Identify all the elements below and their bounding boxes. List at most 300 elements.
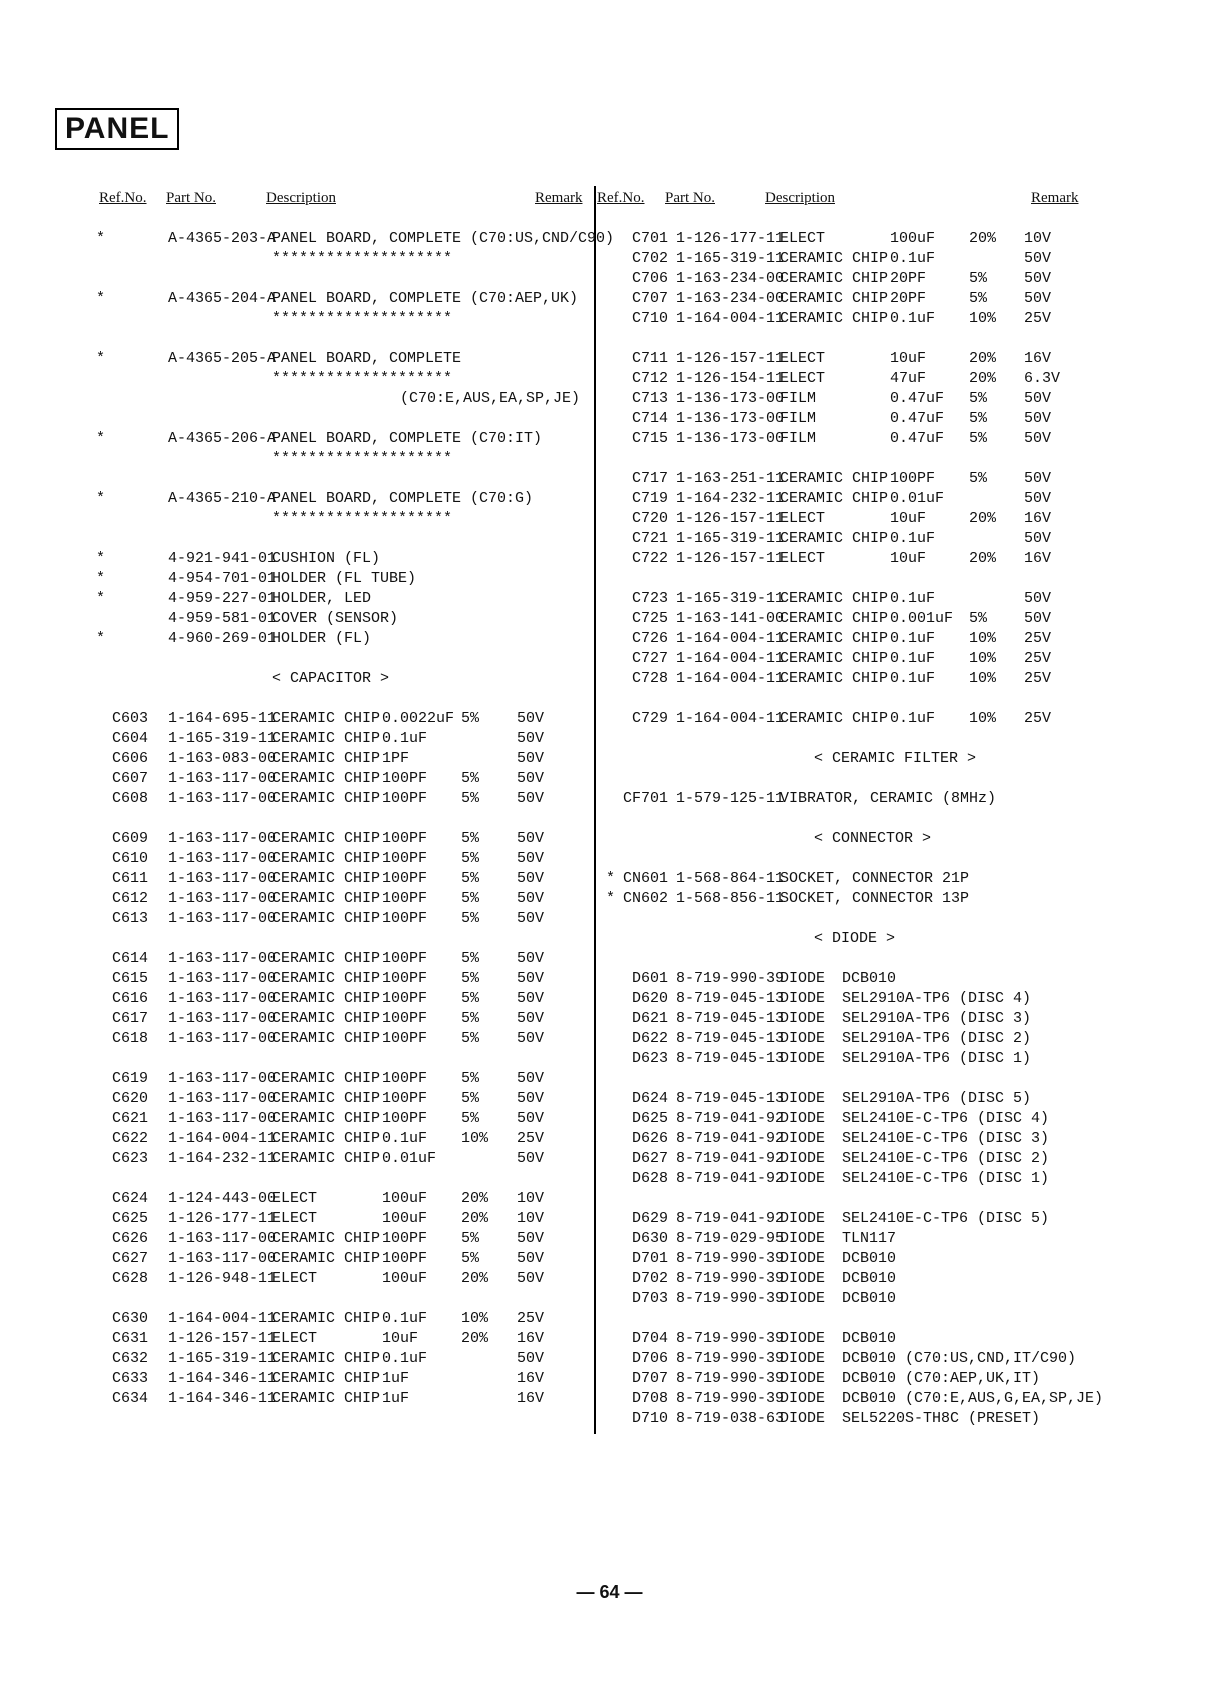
description: HOLDER (FL)	[272, 630, 372, 647]
tolerance: 5%	[969, 610, 988, 627]
description: CERAMIC CHIP	[272, 790, 381, 807]
value: 100PF	[382, 1250, 428, 1267]
ref-no: C725	[631, 610, 668, 627]
remark: 50V	[517, 990, 545, 1007]
part-no: 1-163-117-00	[168, 1250, 277, 1267]
value: 0.1uF	[382, 1350, 428, 1367]
category-text: < CONNECTOR >	[814, 830, 932, 847]
tolerance: 10%	[969, 650, 997, 667]
remark: 25V	[1024, 670, 1052, 687]
ref-no: C723	[631, 590, 668, 607]
remark: 16V	[517, 1330, 545, 1347]
value: 10uF	[890, 510, 927, 527]
description: CERAMIC CHIP	[272, 830, 381, 847]
part-no: 1-163-117-00	[168, 990, 277, 1007]
ref-no: C630	[111, 1310, 148, 1327]
part-no: 1-164-346-11	[168, 1390, 277, 1407]
description: CERAMIC CHIP	[272, 730, 381, 747]
diode-row	[604, 1369, 1104, 1389]
value: 1uF	[382, 1390, 410, 1407]
ref-no: D628	[631, 1170, 668, 1187]
asterisk-line	[96, 509, 590, 529]
ref-no: C615	[111, 970, 148, 987]
tolerance: 5%	[969, 470, 988, 487]
diode-type: SEL2410E-C-TP6 (DISC 3)	[842, 1130, 1050, 1147]
part-row	[96, 769, 590, 789]
description: HOLDER (FL TUBE)	[272, 570, 417, 587]
description: ELECT	[780, 350, 826, 367]
part-row	[604, 629, 1104, 649]
description: DIODE	[780, 1330, 826, 1347]
tolerance: 10%	[969, 670, 997, 687]
part-no: 8-719-990-39	[676, 1270, 785, 1287]
tolerance: 5%	[969, 390, 988, 407]
part-row	[604, 709, 1104, 729]
part-no: 1-163-117-00	[168, 1110, 277, 1127]
remark: 50V	[517, 710, 545, 727]
tolerance: 20%	[969, 550, 997, 567]
part-no: 1-164-004-11	[168, 1130, 277, 1147]
description: CERAMIC CHIP	[272, 1370, 381, 1387]
description: DIODE	[780, 1130, 826, 1147]
part-row	[96, 1069, 590, 1089]
part-no: 1-126-157-11	[168, 1330, 277, 1347]
left-parts-column	[96, 229, 615, 1409]
tolerance: 5%	[461, 870, 480, 887]
remark: 10V	[517, 1190, 545, 1207]
description: DIODE	[780, 1150, 826, 1167]
part-row	[604, 469, 1104, 489]
ref-no: D710	[631, 1410, 668, 1427]
tolerance: 20%	[969, 370, 997, 387]
ref-no: C729	[631, 710, 668, 727]
description: PANEL BOARD, COMPLETE (C70:IT)	[272, 430, 543, 447]
description: CERAMIC CHIP	[780, 650, 889, 667]
description: ELECT	[272, 1210, 318, 1227]
remark: 25V	[517, 1310, 545, 1327]
value: 1uF	[382, 1370, 410, 1387]
description: FILM	[780, 390, 817, 407]
ref-no: C628	[111, 1270, 148, 1287]
value: 1PF	[382, 750, 410, 767]
tolerance: 20%	[969, 350, 997, 367]
part-no: 1-163-117-00	[168, 1010, 277, 1027]
part-no: 8-719-041-92	[676, 1130, 785, 1147]
part-row	[96, 989, 590, 1009]
ref-no: D629	[631, 1210, 668, 1227]
category-heading	[604, 749, 1104, 769]
part-no: 8-719-029-95	[676, 1230, 785, 1247]
diode-row	[604, 1409, 1104, 1429]
ref-no: C624	[111, 1190, 148, 1207]
part-row	[604, 369, 1104, 389]
value: 0.47uF	[890, 390, 945, 407]
part-row	[604, 249, 1104, 269]
diode-row	[604, 1009, 1104, 1029]
remark: 50V	[1024, 290, 1052, 307]
part-row	[604, 789, 1104, 809]
tolerance: 10%	[969, 710, 997, 727]
part-row	[96, 1309, 590, 1329]
remark: 25V	[1024, 310, 1052, 327]
description: DIODE	[780, 990, 826, 1007]
ref-no: C728	[631, 670, 668, 687]
description: COVER (SENSOR)	[272, 610, 399, 627]
part-row	[96, 1089, 590, 1109]
part-row	[96, 1369, 590, 1389]
tolerance: 5%	[969, 270, 988, 287]
remark: 25V	[517, 1130, 545, 1147]
ref-no: C713	[631, 390, 668, 407]
ref-no: D623	[631, 1050, 668, 1067]
star-mark: *	[606, 870, 616, 887]
ref-no: C715	[631, 430, 668, 447]
diode-row	[604, 1209, 1104, 1229]
asterisk-line	[96, 309, 590, 329]
diode-type: DCB010	[842, 1330, 897, 1347]
ref-no: C719	[631, 490, 668, 507]
description: CERAMIC CHIP	[272, 710, 381, 727]
star-mark: *	[96, 430, 106, 447]
ref-no: C610	[111, 850, 148, 867]
part-no: 8-719-045-13	[676, 1090, 785, 1107]
part-no: 1-163-117-00	[168, 950, 277, 967]
tolerance: 5%	[461, 1030, 480, 1047]
part-row	[604, 529, 1104, 549]
part-no: A-4365-206-A	[168, 430, 277, 447]
ref-no: CN602	[622, 890, 668, 907]
part-no: 8-719-041-92	[676, 1150, 785, 1167]
description: CERAMIC CHIP	[780, 270, 889, 287]
diode-type: SEL5220S-TH8C (PRESET)	[842, 1410, 1041, 1427]
part-no: 1-163-251-11	[676, 470, 785, 487]
description: CERAMIC CHIP	[780, 310, 889, 327]
ref-no: C701	[631, 230, 668, 247]
row-spacer	[604, 1309, 1104, 1329]
part-row	[96, 789, 590, 809]
description: CERAMIC CHIP	[272, 1250, 381, 1267]
row-spacer	[604, 449, 1104, 469]
tolerance: 5%	[969, 290, 988, 307]
remark: 50V	[1024, 270, 1052, 287]
value: 0.1uF	[890, 590, 936, 607]
value: 47uF	[890, 370, 927, 387]
description: CERAMIC CHIP	[272, 1150, 381, 1167]
remark: 50V	[517, 850, 545, 867]
remark: 50V	[517, 1250, 545, 1267]
remark: 50V	[517, 950, 545, 967]
part-no: 1-165-319-11	[168, 730, 277, 747]
star-mark: *	[96, 590, 106, 607]
part-no: 1-136-173-00	[676, 430, 785, 447]
value: 0.01uF	[890, 490, 945, 507]
page-number: — 64 —	[576, 1582, 643, 1602]
description: CERAMIC CHIP	[780, 530, 889, 547]
remark: 16V	[1024, 510, 1052, 527]
value: 100PF	[382, 870, 428, 887]
star-mark: *	[96, 570, 106, 587]
star-mark: *	[606, 890, 616, 907]
tolerance: 5%	[461, 1230, 480, 1247]
value: 0.1uF	[890, 670, 936, 687]
value: 0.1uF	[890, 530, 936, 547]
part-no: 1-126-177-11	[676, 230, 785, 247]
part-no: 1-126-157-11	[676, 350, 785, 367]
description: FILM	[780, 410, 817, 427]
diode-row	[604, 1089, 1104, 1109]
diode-row	[604, 1329, 1104, 1349]
value: 0.47uF	[890, 430, 945, 447]
value: 0.1uF	[890, 650, 936, 667]
assembly-row	[96, 229, 615, 249]
description: DIODE	[780, 1210, 826, 1227]
description: PANEL BOARD, COMPLETE (C70:AEP,UK)	[272, 290, 579, 307]
tolerance: 10%	[461, 1130, 489, 1147]
tolerance: 5%	[461, 1110, 480, 1127]
ref-no: D701	[631, 1250, 668, 1267]
remark: 25V	[1024, 630, 1052, 647]
value: 100PF	[382, 1090, 428, 1107]
diode-type: DCB010	[842, 1270, 897, 1287]
description: CERAMIC CHIP	[272, 910, 381, 927]
destination-note	[96, 389, 590, 409]
ref-no: C620	[111, 1090, 148, 1107]
ref-no: C623	[111, 1150, 148, 1167]
description: CERAMIC CHIP	[780, 670, 889, 687]
right-parts-column	[604, 229, 1104, 1429]
diode-row	[604, 1149, 1104, 1169]
part-row	[604, 229, 1104, 249]
star-mark: *	[96, 290, 106, 307]
remark: 50V	[517, 1230, 545, 1247]
assembly-row	[96, 289, 590, 309]
ref-no: C613	[111, 910, 148, 927]
ref-no: C621	[111, 1110, 148, 1127]
part-row	[96, 889, 590, 909]
description: DIODE	[780, 1390, 826, 1407]
diode-type: DCB010	[842, 970, 897, 987]
row-spacer	[604, 849, 1104, 869]
row-spacer	[96, 329, 590, 349]
description: DIODE	[780, 1110, 826, 1127]
remark: 10V	[1024, 230, 1052, 247]
description: ELECT	[780, 510, 826, 527]
star-mark: *	[96, 550, 106, 567]
description: DIODE	[780, 1270, 826, 1287]
description: CERAMIC CHIP	[272, 1090, 381, 1107]
ref-no: C608	[111, 790, 148, 807]
remark: 50V	[517, 910, 545, 927]
row-spacer	[96, 809, 590, 829]
description: CERAMIC CHIP	[272, 850, 381, 867]
value: 10uF	[890, 550, 927, 567]
description: CERAMIC CHIP	[272, 970, 381, 987]
diode-row	[604, 1249, 1104, 1269]
ref-no: C714	[631, 410, 668, 427]
ref-no: C604	[111, 730, 148, 747]
value: 0.1uF	[890, 250, 936, 267]
part-no: 1-163-117-00	[168, 1230, 277, 1247]
part-no: 1-579-125-11	[676, 790, 785, 807]
part-no: 8-719-045-13	[676, 990, 785, 1007]
part-no: 1-164-695-11	[168, 710, 277, 727]
part-no: 1-163-117-00	[168, 790, 277, 807]
value: 0.01uF	[382, 1150, 437, 1167]
row-spacer	[604, 1189, 1104, 1209]
value: 100PF	[382, 1030, 428, 1047]
remark: 16V	[517, 1370, 545, 1387]
asterisk-text: ********************	[272, 510, 453, 527]
value: 100PF	[382, 1110, 428, 1127]
row-spacer	[96, 1049, 590, 1069]
description: CERAMIC CHIP	[780, 610, 889, 627]
header-part-no-left: Part No.	[166, 190, 216, 206]
part-no: 1-163-117-00	[168, 970, 277, 987]
ref-no: D704	[631, 1330, 668, 1347]
star-mark: *	[96, 350, 106, 367]
part-no: 1-163-117-00	[168, 910, 277, 927]
diode-row	[604, 1229, 1104, 1249]
ref-no: D707	[631, 1370, 668, 1387]
part-no: 1-136-173-00	[676, 390, 785, 407]
description: ELECT	[780, 230, 826, 247]
star-mark: *	[96, 230, 106, 247]
part-no: 1-126-177-11	[168, 1210, 277, 1227]
part-no: 1-164-232-11	[676, 490, 785, 507]
value: 0.0022uF	[382, 710, 455, 727]
part-row	[96, 969, 590, 989]
category-text: < DIODE >	[814, 930, 896, 947]
value: 0.1uF	[890, 710, 936, 727]
remark: 6.3V	[1024, 370, 1061, 387]
row-spacer	[96, 529, 590, 549]
remark: 25V	[1024, 710, 1052, 727]
ref-no: D624	[631, 1090, 668, 1107]
value: 100PF	[382, 950, 428, 967]
ref-no: D630	[631, 1230, 668, 1247]
description: CERAMIC CHIP	[780, 590, 889, 607]
part-no: 1-163-117-00	[168, 1030, 277, 1047]
tolerance: 5%	[461, 1010, 480, 1027]
part-no: 1-163-117-00	[168, 770, 277, 787]
tolerance: 20%	[461, 1210, 489, 1227]
description: CERAMIC CHIP	[272, 1350, 381, 1367]
ref-no: CF701	[622, 790, 668, 807]
diode-row	[604, 1289, 1104, 1309]
part-row	[604, 609, 1104, 629]
diode-type: SEL2910A-TP6 (DISC 3)	[842, 1010, 1032, 1027]
description: DIODE	[780, 970, 826, 987]
ref-no: C611	[111, 870, 148, 887]
diode-type: DCB010	[842, 1250, 897, 1267]
asterisk-line	[96, 249, 590, 269]
description: DIODE	[780, 1030, 826, 1047]
description: PANEL BOARD, COMPLETE (C70:US,CND/C90)	[272, 230, 615, 247]
part-row	[96, 869, 590, 889]
section-title: PANEL	[55, 108, 179, 150]
row-spacer	[96, 689, 590, 709]
remark: 50V	[517, 1030, 545, 1047]
remark: 16V	[1024, 550, 1052, 567]
description: ELECT	[780, 550, 826, 567]
part-no: 1-165-319-11	[676, 590, 785, 607]
ref-no: C616	[111, 990, 148, 1007]
tolerance: 5%	[461, 1070, 480, 1087]
value: 20PF	[890, 270, 927, 287]
row-spacer	[604, 949, 1104, 969]
tolerance: 20%	[461, 1330, 489, 1347]
assembly-row	[96, 489, 590, 509]
header-remark-left: Remark	[535, 190, 583, 206]
part-row	[96, 729, 590, 749]
remark: 50V	[1024, 490, 1052, 507]
value: 100PF	[382, 1070, 428, 1087]
diode-type: TLN117	[842, 1230, 897, 1247]
remark: 50V	[517, 1150, 545, 1167]
part-no: 1-124-443-00	[168, 1190, 277, 1207]
column-divider	[594, 186, 596, 1434]
part-no: 1-164-004-11	[676, 710, 785, 727]
part-row	[604, 509, 1104, 529]
row-spacer	[96, 1289, 590, 1309]
part-row	[96, 1129, 590, 1149]
diode-type: DCB010 (C70:E,AUS,G,EA,SP,JE)	[842, 1390, 1104, 1407]
value: 100uF	[382, 1190, 428, 1207]
row-spacer	[96, 929, 590, 949]
ref-no: C706	[631, 270, 668, 287]
ref-no: C619	[111, 1070, 148, 1087]
description: CERAMIC CHIP	[780, 470, 889, 487]
part-no: 8-719-990-39	[676, 1290, 785, 1307]
description: CERAMIC CHIP	[780, 710, 889, 727]
ref-no: D620	[631, 990, 668, 1007]
part-no: 1-163-117-00	[168, 830, 277, 847]
asterisk-text: ********************	[272, 310, 453, 327]
description: DIODE	[780, 1370, 826, 1387]
part-no: 1-164-232-11	[168, 1150, 277, 1167]
remark: 50V	[517, 1350, 545, 1367]
part-row	[604, 289, 1104, 309]
remark: 50V	[517, 890, 545, 907]
part-no: 1-163-117-00	[168, 850, 277, 867]
part-row	[96, 949, 590, 969]
part-no: 4-959-227-01	[168, 590, 277, 607]
ref-no: C633	[111, 1370, 148, 1387]
part-no: 1-164-004-11	[676, 630, 785, 647]
destination-text: (C70:E,AUS,EA,SP,JE)	[399, 390, 580, 407]
part-row	[96, 1029, 590, 1049]
part-no: A-4365-205-A	[168, 350, 277, 367]
description: CERAMIC CHIP	[272, 950, 381, 967]
ref-no: D706	[631, 1350, 668, 1367]
remark: 16V	[517, 1390, 545, 1407]
part-row	[96, 749, 590, 769]
remark: 50V	[517, 1010, 545, 1027]
assembly-row	[96, 609, 590, 629]
ref-no: C726	[631, 630, 668, 647]
ref-no: C711	[631, 350, 668, 367]
tolerance: 5%	[461, 850, 480, 867]
row-spacer	[96, 469, 590, 489]
row-spacer	[604, 729, 1104, 749]
description: DIODE	[780, 1250, 826, 1267]
part-no: 8-719-041-92	[676, 1110, 785, 1127]
ref-no: C607	[111, 770, 148, 787]
description: ELECT	[272, 1330, 318, 1347]
tolerance: 20%	[461, 1190, 489, 1207]
tolerance: 10%	[969, 310, 997, 327]
value: 10uF	[890, 350, 927, 367]
